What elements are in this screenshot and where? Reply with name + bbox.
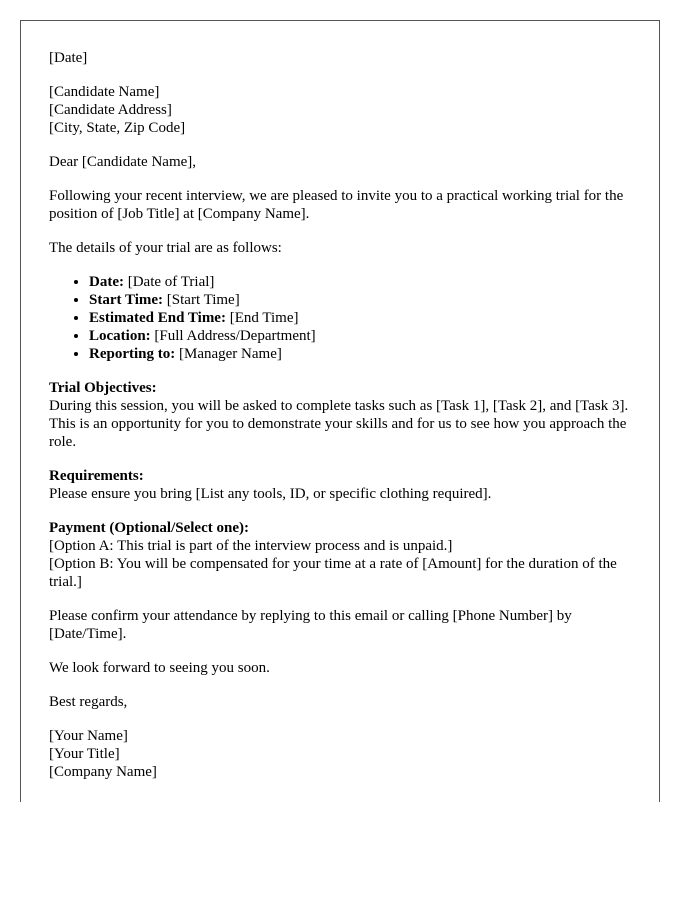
list-item [89, 291, 639, 309]
detail-value: [Start Time] [163, 292, 240, 308]
payment-heading: Payment (Optional/Select one): [49, 520, 249, 536]
recipient-city: [City, State, Zip Code] [49, 120, 186, 136]
recipient-name: [Candidate Name] [49, 84, 160, 100]
payment-section [49, 519, 639, 591]
greeting: Dear [Candidate Name], [49, 154, 197, 170]
list-item [89, 327, 639, 345]
list-item [89, 345, 639, 363]
signature-company: [Company Name] [49, 764, 157, 780]
list-item [89, 273, 639, 291]
objectives-heading: Trial Objectives: [49, 380, 157, 396]
payment-option-a: [Option A: This trial is part of the interview process and is unpaid.] [49, 538, 453, 554]
detail-label: Reporting to: [89, 346, 176, 362]
closing-line: We look forward to seeing you soon. [49, 660, 270, 676]
detail-label: Location: [89, 328, 151, 344]
objectives-section [49, 379, 639, 451]
confirm-paragraph: Please confirm your attendance by replying to this email or calling [Phone Number] by [Date/Time]. [49, 608, 572, 642]
list-item [89, 309, 639, 327]
letter-body [49, 49, 639, 797]
signature-title: [Your Title] [49, 746, 120, 762]
detail-label: Date: [89, 274, 124, 290]
letter-page [20, 20, 660, 802]
detail-label: Estimated End Time: [89, 310, 226, 326]
letter-date: [Date] [49, 50, 88, 66]
signature-block [49, 727, 639, 781]
detail-value: [Manager Name] [175, 346, 282, 362]
trial-details-list [49, 273, 639, 363]
detail-label: Start Time: [89, 292, 164, 308]
requirements-heading: Requirements: [49, 468, 144, 484]
details-intro: The details of your trial are as follows: [49, 240, 282, 256]
requirements-section [49, 467, 639, 503]
objectives-text: During this session, you will be asked to complete tasks such as [Task 1], [Task 2], and [Task 3]. This is an opportunity for you to demonstrate your skills and for us to see how you approach the role. [49, 398, 629, 450]
recipient-address: [Candidate Address] [49, 102, 172, 118]
detail-value: [End Time] [225, 310, 299, 326]
intro-paragraph: Following your recent interview, we are pleased to invite you to a practical working trial for the position of [Job Title] at [Company Name]. [49, 188, 624, 222]
recipient-block [49, 83, 639, 137]
payment-option-b: [Option B: You will be compensated for your time at a rate of [Amount] for the duration of the trial.] [49, 556, 617, 590]
detail-value: [Date of Trial] [123, 274, 215, 290]
requirements-text: Please ensure you bring [List any tools, ID, or specific clothing required]. [49, 486, 492, 502]
signature-name: [Your Name] [49, 728, 128, 744]
signoff: Best regards, [49, 694, 128, 710]
detail-value: [Full Address/Department] [150, 328, 316, 344]
